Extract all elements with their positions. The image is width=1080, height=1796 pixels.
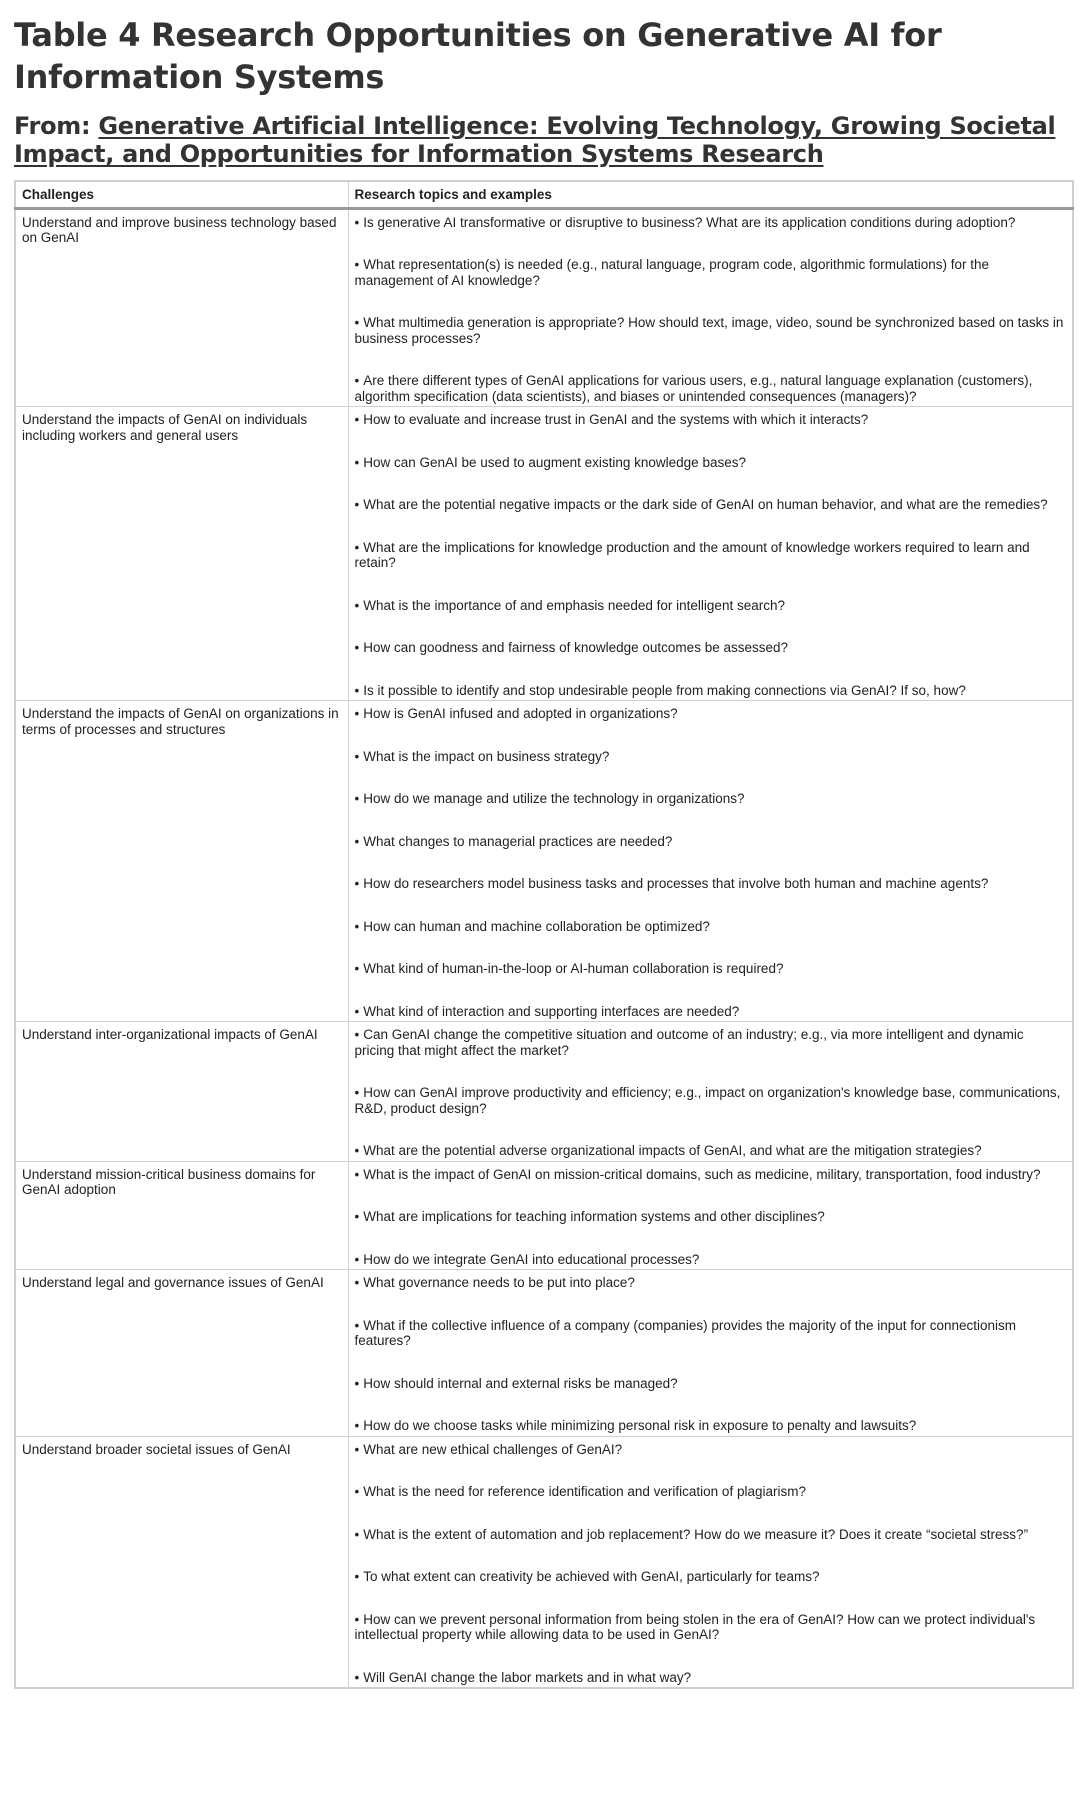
research-topic-item [355,749,1067,765]
research-topic-item [355,540,1067,571]
research-topic-item [355,1027,1067,1058]
bullet-icon: • [354,1166,360,1182]
bullet-icon: • [354,1027,360,1042]
table-row [15,701,1073,1022]
research-topic-text: How to evaluate and increase trust in GenAI and the systems with which it interacts? [363,412,869,427]
research-topic-item [355,1484,1067,1500]
bullet-icon: • [354,1251,360,1267]
research-topic-text: What are the implications for knowledge production and the amount of knowledge workers required to learn and retain? [354,539,1030,570]
research-topic-text: How do we choose tasks while minimizing personal risk in exposure to penalty and lawsuits? [363,1418,917,1433]
research-topic-item [355,1167,1067,1183]
bullet-icon: • [354,1526,360,1542]
bullet-icon: • [354,1611,360,1627]
research-topic-item [355,791,1067,807]
research-topic-item [355,1275,1067,1291]
research-topic-text: What are new ethical challenges of GenAI? [363,1441,623,1457]
bullet-icon: • [354,497,360,512]
research-topic-text: How can human and machine collaboration be optimized? [363,918,710,934]
research-topic-text: What kind of interaction and supporting interfaces are needed? [363,1003,740,1019]
column-header-research-topics: Research topics and examples [348,181,1073,208]
table-row [15,1436,1073,1688]
bullet-icon: • [354,214,360,230]
research-topic-item [355,640,1067,656]
research-topic-text: To what extent can creativity be achieved with GenAI, particularly for teams? [363,1569,820,1584]
research-topic-item [355,1442,1067,1458]
bullet-icon: • [354,1275,360,1290]
research-topic-item [355,1004,1067,1020]
table-row [15,407,1073,701]
research-topic-item [355,598,1067,614]
source-article-link[interactable]: Generative Artificial Intelligence: Evolving Technology, Growing Societal Impact, and Opportunities for Information Systems Research [14,112,1056,168]
table-title: Table 4 Research Opportunities on Generative AI for Information Systems [14,16,942,96]
research-topic-text: What is the need for reference identification and verification of plagiarism? [363,1484,806,1499]
research-topic-text: Is it possible to identify and stop undesirable people from making connections via GenAI? If so, how? [363,682,966,698]
research-topic-text: What if the collective influence of a company (companies) provides the majority of the input for connectionism features? [354,1317,1017,1348]
research-topic-text: What multimedia generation is appropriate? How should text, image, video, sound be synchronized based on tasks in business processes? [354,315,1064,346]
research-topic-text: How is GenAI infused and adopted in organizations? [363,706,678,721]
table-body [15,208,1073,1688]
bullet-icon: • [354,1484,360,1499]
research-topic-item [355,215,1067,231]
column-header-challenges: Challenges [15,181,348,208]
research-topic-text: What are implications for teaching information systems and other disciplines? [363,1209,825,1224]
table-row [15,208,1073,407]
research-topic-item [355,1418,1067,1434]
research-topics-cell [348,1161,1073,1270]
research-topic-item [355,257,1067,288]
research-topic-text: How can GenAI improve productivity and efficiency; e.g., impact on organization's knowledge base, communications, R&D, product design? [354,1085,1061,1116]
research-topic-text: What governance needs to be put into place? [363,1275,635,1290]
bullet-icon: • [354,1317,360,1333]
bullet-icon: • [354,706,360,721]
research-topic-text: How do we integrate GenAI into educational processes? [363,1251,700,1267]
bullet-icon: • [354,1418,360,1433]
table-row [15,1022,1073,1162]
challenge-cell: Understand the impacts of GenAI on organizations in terms of processes and structures [15,701,348,1022]
research-topics-cell [348,407,1073,701]
challenge-cell: Understand and improve business technology based on GenAI [15,208,348,407]
bullet-icon: • [354,373,360,388]
research-topic-item [355,919,1067,935]
bullet-icon: • [354,257,360,272]
research-topic-text: What is the impact of GenAI on mission-critical domains, such as medicine, military, transportation, food industry? [363,1166,1041,1182]
bullet-icon: • [354,833,360,849]
research-topic-item [355,455,1067,471]
bullet-icon: • [354,748,360,764]
bullet-icon: • [354,315,360,330]
research-topic-item [355,834,1067,850]
research-topic-text: How do we manage and utilize the technology in organizations? [363,791,745,806]
research-topic-text: What is the extent of automation and job replacement? How do we measure it? Does it create “societal stress?” [363,1526,1029,1542]
research-topic-item [355,412,1067,428]
bullet-icon: • [354,682,360,698]
research-topic-item [355,1670,1067,1686]
research-topic-text: What is the importance of and emphasis needed for intelligent search? [363,597,785,613]
bullet-icon: • [354,1441,360,1457]
research-topic-text: Is generative AI transformative or disruptive to business? What are its application conditions during adoption? [363,214,1016,230]
research-topic-item [355,683,1067,699]
source-line [14,112,1068,168]
challenge-cell: Understand broader societal issues of GenAI [15,1436,348,1688]
research-topic-item [355,706,1067,722]
research-topic-item [355,1527,1067,1543]
research-topic-item [355,1569,1067,1585]
research-topic-text: Will GenAI change the labor markets and in what way? [363,1669,692,1685]
research-topic-text: Can GenAI change the competitive situation and outcome of an industry; e.g., via more intelligent and dynamic pricing that might affect the market? [354,1027,1024,1058]
bullet-icon: • [354,876,360,891]
bullet-icon: • [354,1569,360,1584]
bullet-icon: • [354,597,360,613]
from-prefix: From: [14,112,99,140]
bullet-icon: • [354,454,360,470]
bullet-icon: • [354,791,360,806]
research-topic-item [355,373,1067,404]
research-opportunities-table [14,180,1074,1689]
research-topic-item [355,1209,1067,1225]
bullet-icon: • [354,1669,360,1685]
research-topic-item [355,1143,1067,1159]
bullet-icon: • [354,539,360,555]
challenge-cell: Understand mission-critical business domains for GenAI adoption [15,1161,348,1270]
bullet-icon: • [354,412,360,427]
research-topic-item [355,1085,1067,1116]
research-topic-item [355,1318,1067,1349]
bullet-icon: • [354,918,360,934]
research-topic-text: What kind of human-in-the-loop or AI-human collaboration is required? [363,961,784,976]
research-topics-cell [348,208,1073,407]
table-row [15,1270,1073,1437]
header-row [15,181,1073,208]
challenge-cell: Understand the impacts of GenAI on individuals including workers and general users [15,407,348,701]
challenge-cell: Understand legal and governance issues of GenAI [15,1270,348,1437]
bullet-icon: • [354,1375,360,1391]
research-topics-cell [348,1436,1073,1688]
research-topic-item [355,1376,1067,1392]
table-row [15,1161,1073,1270]
research-topic-text: How can GenAI be used to augment existing knowledge bases? [363,454,746,470]
research-topic-text: How do researchers model business tasks and processes that involve both human and machine agents? [363,876,989,891]
research-topics-cell [348,1022,1073,1162]
research-topic-text: How should internal and external risks be managed? [363,1375,678,1391]
research-topics-cell [348,1270,1073,1437]
bullet-icon: • [354,961,360,976]
research-topic-item [355,315,1067,346]
research-topic-text: Are there different types of GenAI applications for various users, e.g., natural language explanation (customers), algorithm specification (data scientists), and biases or unintended consequences (managers)? [354,373,1033,404]
research-topic-item [355,1252,1067,1268]
research-topics-cell [348,701,1073,1022]
bullet-icon: • [354,640,360,655]
challenge-cell: Understand inter-organizational impacts of GenAI [15,1022,348,1162]
research-topic-text: What representation(s) is needed (e.g., natural language, program code, algorithmic formulations) for the management of AI knowledge? [354,257,990,288]
research-topic-text: What is the impact on business strategy? [363,748,610,764]
research-topic-text: How can we prevent personal information from being stolen in the era of GenAI? How can we protect individual's intellectual property while allowing data to be used in GenAI? [354,1611,1036,1642]
research-topic-text: What are the potential adverse organizational impacts of GenAI, and what are the mitigation strategies? [363,1143,982,1158]
research-topic-item [355,876,1067,892]
bullet-icon: • [354,1143,360,1158]
research-topic-text: How can goodness and fairness of knowledge outcomes be assessed? [363,640,788,655]
research-topic-item [355,1612,1067,1643]
research-topic-text: What are the potential negative impacts or the dark side of GenAI on human behavior, and what are the remedies? [363,497,1048,512]
research-topic-item [355,961,1067,977]
research-topic-text: What changes to managerial practices are needed? [363,833,673,849]
bullet-icon: • [354,1209,360,1224]
research-topic-item [355,497,1067,513]
bullet-icon: • [354,1003,360,1019]
bullet-icon: • [354,1085,360,1100]
